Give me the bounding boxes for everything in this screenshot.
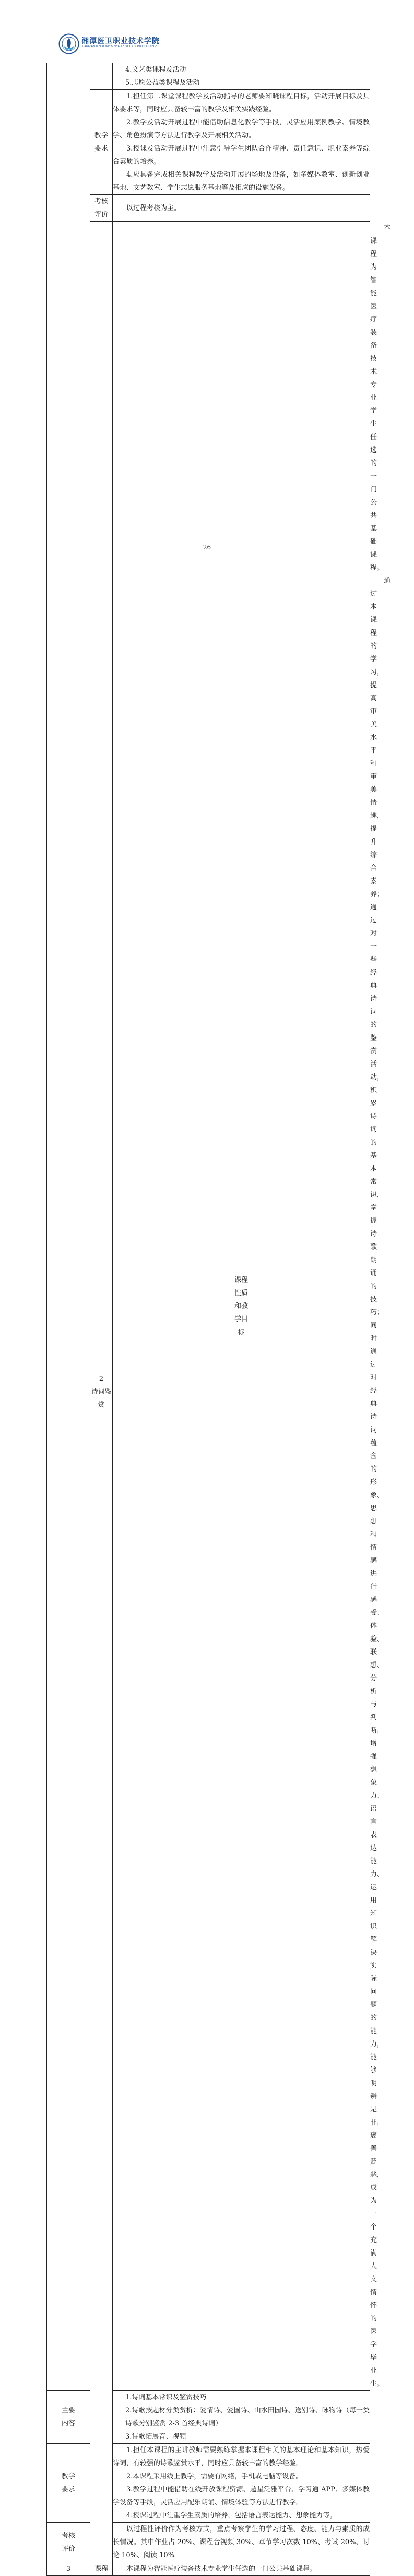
table-row: 2 诗词鉴赏 课程 性质 和教 学目 标 本课程为智能医疗装备技术专业学生任选的一门公共基础课程。 通过本课程的学习，提高审美水平和审美情趣，提升综合素养；通过对一些经典诗词的鉴赏活动，积累诗词的基本常识，掌握诗歌朗诵的技巧；同时通过对经典诗词蕴含的形象、思想和情感进行感受、体验、联想、分析与判断，增强想象力、语言表达能力、运用知识解决实际问题的能力，能够明辨是非，褒善贬恶，成为一个充满人文情怀的医学毕业生。 [47,222,370,2391]
label-cell-assessment [90,195,113,222]
table-row [47,2562,370,2576]
list-item: 5.志愿公益类课程及活动 [125,79,200,87]
label-line: 评价 [94,211,108,218]
page-number: 26 [203,544,211,551]
paragraph: 本课程为智能医疗装备技术专业学生任选的一门公共基础课程。 [126,2565,317,2573]
teaching-requirements-cell [113,2444,370,2523]
table-row [47,90,370,195]
label-line: 主要 [61,2407,75,2415]
course-number: 3 [66,2565,71,2573]
assessment-cell [113,195,370,222]
teaching-requirements-cell [113,90,370,195]
content-cell [113,63,370,90]
paragraph: 4.应具备完成相关课程教学及活动开展的场地及设备，如多媒体教室、创新创业基地、文艺教室、学生志愿服务基地等及相应的设施设备。 [113,171,370,192]
label-line: 内容 [61,2420,75,2428]
label-line: 教学 [94,132,108,140]
label-cell-teaching [47,2444,90,2523]
label-line: 要求 [61,2486,75,2493]
list-item: 4.文艺类课程及活动 [125,66,186,74]
course-table [46,63,391,2576]
paragraph: 2.本课程采用线上教学，需要有网络，手机或电脑等设备。 [126,2473,303,2480]
label-line: 学目 [234,1315,248,1323]
label-cell-assessment [47,2523,90,2562]
course-name: 诗词鉴赏 [91,1388,112,1409]
school-name-en: XIANG'AN MEDICINE & HEALTH VOCATIONAL COLLEGE [81,45,158,48]
list-item: 1.诗词基本常识及鉴赏技巧 [125,2394,207,2401]
table-row [47,195,370,222]
school-logo-icon [58,33,79,54]
course-number-cell [47,2562,90,2576]
label-line: 要求 [94,145,108,153]
label-line: 课程 [234,1276,248,1284]
paragraph: 4.授课过程中注重学生素质的培养，包括语言表达能力、想象能力等。 [126,2512,337,2520]
school-name-cn: 湘潭医卫职业技术学院 [81,37,160,45]
label-cell-course [90,2562,113,2576]
label-line: 标 [238,1328,245,1336]
label-line: 考核 [94,198,108,205]
page-header [58,32,215,55]
label-cell-content [47,2391,90,2444]
paragraph: 3.授课及活动开展过程中注意引导学生团队合作精神、责任意识、职业素养等综合素质的培养。 [113,145,370,166]
label-line: 评价 [61,2545,75,2553]
paragraph: 1.担任本课程的主讲教师需要熟练掌握本课程相关的基本理论和基本知识，热爱诗词，有较强的诗歌鉴赏水平，同时应具备较丰富的教学经验。 [113,2446,370,2467]
list-item: 2.诗歌按题材分类赏析：爱情诗、爱国诗、山水田园诗、送别诗、咏物诗（每一类诗歌分别鉴赏 2-3 首经典诗词） [125,2407,370,2428]
paragraph: 以过程考核为主。 [126,204,181,212]
table-row [47,63,370,90]
label-line: 性质 [234,1289,248,1297]
course-number: 2 [99,1374,104,1383]
main-content-cell [113,2391,370,2444]
label-line: 和教 [234,1302,248,1310]
paragraph: 1.担任第二课堂课程教学及活动指导的老师要知晓课程目标，活动开展目标及具体要求等，同时应具备较丰富的教学及相关实践经验。 [113,93,370,113]
paragraph: 2.教学及活动开展过程中能借助信息化教学等手段，灵活应用案例教学、情境教学、角色扮演等方法进行教学及开展相关活动。 [113,119,370,140]
label-line: 教学 [61,2473,75,2480]
paragraph: 3.教学过程中能借助在线开放课程资源、超星泛雅平台、学习通 APP、多媒体教学设备等手段，灵活应用配乐朗诵、情境体验等方法进行教学。 [113,2486,370,2506]
course-nature-cell [113,2562,370,2576]
label-line: 考核 [61,2532,75,2540]
course-number-cell [90,222,113,2562]
label-line: 课程 [94,2565,108,2573]
paragraph: 以过程性评价作为考核方式，重点考察学生的学习过程、态度、能力与素质的成长情况。其中作业占 20%、课程音视频 30%、章节学习次数 10%、考试 20%、讨论 10%、阅读 10% [113,2525,370,2559]
label-cell-teaching [90,90,113,195]
assessment-cell [113,2523,370,2562]
course-number-cell [47,63,90,2391]
label-cell-empty [90,63,113,90]
list-item: 3.诗歌拓展音、视频 [125,2433,186,2441]
